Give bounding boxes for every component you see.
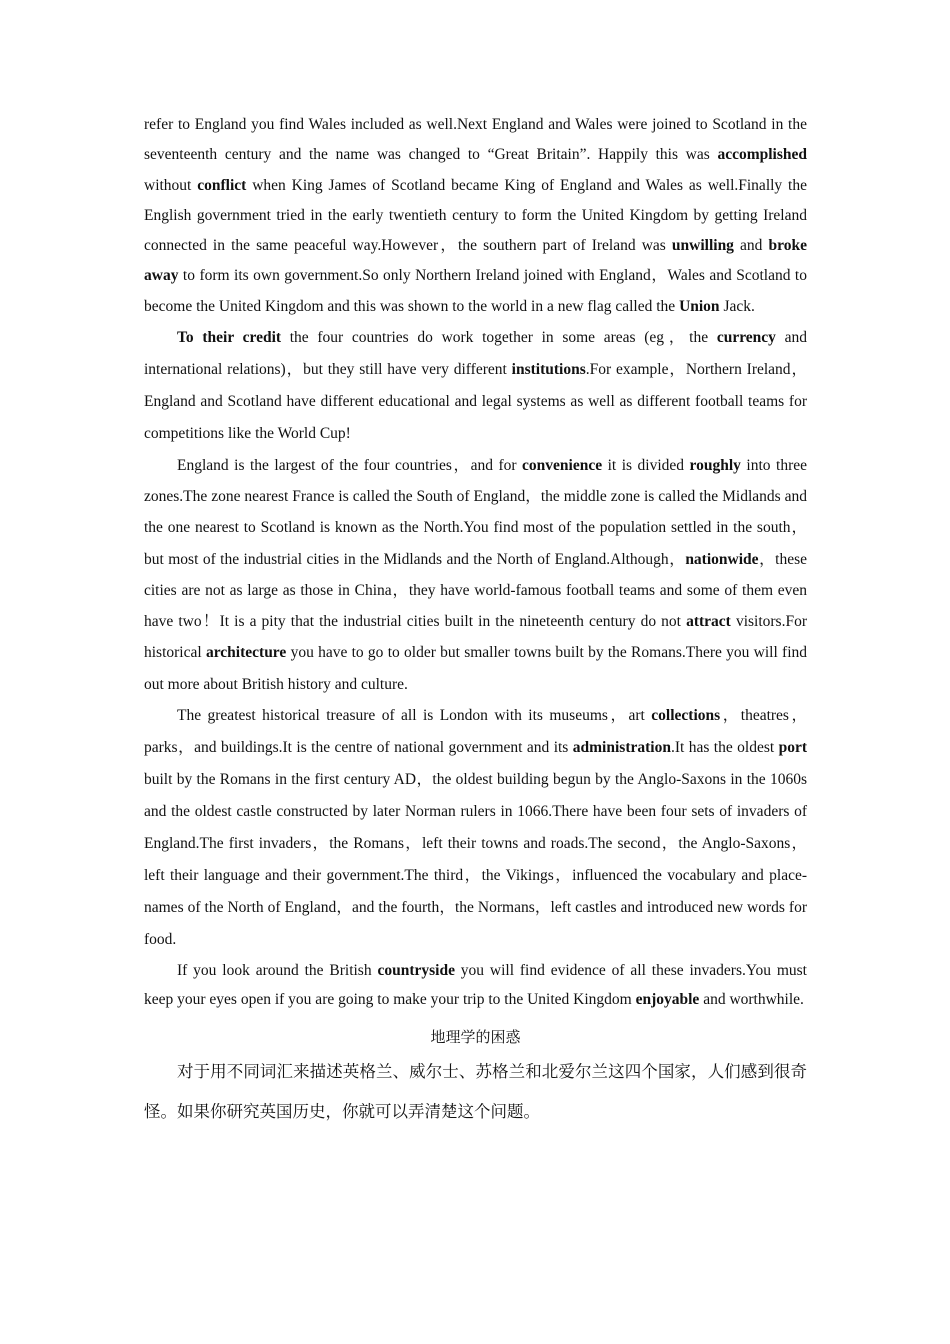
chinese-title: 地理学的困惑 <box>430 1028 521 1047</box>
keyword: Union <box>679 297 720 315</box>
keyword: countryside <box>377 961 455 979</box>
text-segment: refer to England you find Wales included as well.Next England and Wales were joined to Scotland in the seventeenth century and the name was changed to “Great Britain”. Happily this was <box>144 116 807 164</box>
text-segment: .It has the oldest <box>670 738 779 756</box>
keyword: enjoyable <box>635 991 700 1008</box>
text-segment: to form its own government.So only Northern Ireland joined with England，Wales and Scotland to become the United Kingdom and this was shown to the world in a new flag called the <box>144 267 807 315</box>
text-segment: If you look around the British <box>177 961 378 979</box>
keyword: conflict <box>197 176 247 194</box>
keyword: currency <box>716 329 776 347</box>
text-segment: it is divided <box>602 457 690 475</box>
text-segment: The greatest historical treasure of all is London with its museums，art <box>177 706 652 724</box>
text-segment: England is the largest of the four countries，and for <box>177 457 523 475</box>
keyword: unwilling <box>671 237 734 255</box>
text-segment: the four countries do work together in some areas (eg，the <box>281 329 717 347</box>
keyword: roughly <box>689 457 741 475</box>
keyword: nationwide <box>685 550 759 568</box>
chinese-paragraph: 对于用不同词汇来描述英格兰、威尔士、苏格兰和北爱尔兰这四个国家，人们感到很奇怪。如果你研究英国历史，你就可以弄清楚这个问题。 <box>144 1062 807 1122</box>
paragraph-4 <box>144 700 807 956</box>
text-segment: built by the Romans in the first century AD，the oldest building begun by the Anglo-Saxons in the 1060s and the oldest castle constructed by later Norman rulers in 1066.There have been four sets of invaders of England.The first invaders，the Romans，left their towns and roads.The second，the Anglo-Saxons，left their language and their government.The third，the Vikings，influenced the vocabulary and place-names of the North of England，and the fourth，the Normans，left castles and introduced new words for food. <box>144 770 807 948</box>
paragraph-1 <box>144 110 807 322</box>
keyword: attract <box>686 613 731 631</box>
text-segment: into three zones.The zone nearest France is called the South of England，the middle zone is called the Midlands and the one nearest to Scotland is known as the North.You find most of the population settled in the south，but most of the industrial cities in the Midlands and the North of England.Although， <box>144 457 808 568</box>
keyword: institutions <box>511 361 586 379</box>
text-segment: you will find evidence of all these invaders.You must keep your eyes open if you are going to make your trip to the United Kingdom <box>144 961 807 1008</box>
text-segment: and <box>733 237 769 255</box>
paragraph-2 <box>144 322 807 450</box>
text-segment: visitors.For historical <box>144 613 807 662</box>
text-segment: and international relations)，but they still have very different <box>144 329 807 379</box>
text-segment: .For example，Northern Ireland，England and Scotland have different educational and legal systems as well as different football teams for competitions like the World Cup! <box>144 361 807 443</box>
keyword: architecture <box>205 644 287 662</box>
document-page <box>144 110 807 1132</box>
text-segment: you have to go to older but smaller towns built by the Romans.There you will find out more about British history and culture. <box>144 644 807 693</box>
text-segment: ，theatres，parks，and buildings.It is the centre of national government and its <box>144 706 807 756</box>
keyword: To their credit <box>177 329 282 347</box>
keyword: convenience <box>522 457 603 475</box>
text-segment: without <box>144 176 198 194</box>
keyword: administration <box>572 738 671 756</box>
text-segment: Jack. <box>719 297 755 315</box>
paragraph-3 <box>144 450 807 700</box>
keyword: port <box>778 738 808 756</box>
text-segment: and worthwhile. <box>699 991 804 1008</box>
keyword: broke away <box>144 237 807 285</box>
paragraph-5 <box>144 956 807 1015</box>
keyword: accomplished <box>717 146 807 164</box>
text-segment: ，these cities are not as large as those in China，they have world-famous football teams and some of them even have two！It is a pity that the industrial cities built in the nineteenth century do not <box>144 550 807 631</box>
text-segment: when King James of Scotland became King of England and Wales as well.Finally the English government tried in the early twentieth century to form the United Kingdom by getting Ireland connected in the same peaceful way.However，the southern part of Ireland was <box>144 176 807 255</box>
keyword: collections <box>651 706 721 724</box>
